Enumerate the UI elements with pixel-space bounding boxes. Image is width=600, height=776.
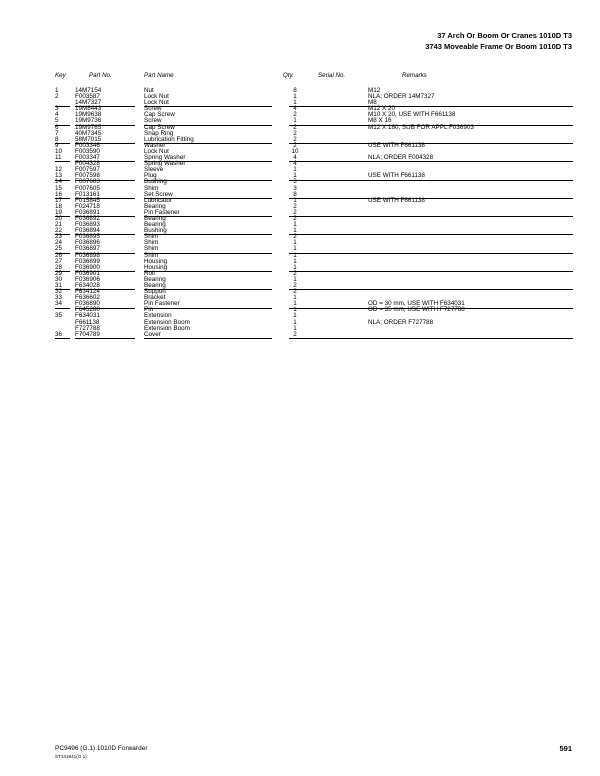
row-divider [368,125,573,126]
row-divider [55,338,70,339]
cell-qty: 2 [293,330,297,338]
row-divider [55,271,70,272]
cell-part-no: F036898 [75,251,100,259]
cell-part-name: Housing [144,257,168,265]
row-divider [75,143,135,144]
cell-part-name: Bushing [144,178,167,186]
cell-qty: 1 [293,239,297,247]
cell-qty: 1 [293,227,297,235]
cell-key: 24 [55,239,63,247]
cell-qty: 2 [293,208,297,216]
cell-key: 32 [55,288,63,296]
row-divider [368,106,573,107]
cell-qty: 2 [293,214,297,222]
cell-qty: 1 [293,306,297,314]
row-divider [144,253,272,254]
cell-qty: 1 [293,312,297,320]
cell-key: 27 [55,257,63,265]
cell-remarks: M12 X 180, SUB FOR APPL F036903 [368,123,474,131]
row-divider [75,308,135,309]
cell-part-name: Bearing [144,221,166,229]
row-divider [144,198,272,199]
cell-part-name: Cap Screw [144,123,175,131]
cell-part-name: Housing [144,263,168,271]
row-divider [75,289,135,290]
row-divider [75,338,135,339]
cell-part-name: Extension [144,312,172,320]
cell-part-name: Bushing [144,227,167,235]
cell-part-name: Bearing [144,282,166,289]
cell-part-name: Lubrication Fitting [144,135,194,143]
cell-key: 9 [55,141,59,149]
cell-part-name: Lock Nut [144,147,169,155]
col-header-part-no: Part No. [89,72,112,79]
row-divider [75,234,135,235]
cell-part-name: Plug [144,172,157,180]
row-divider [144,234,272,235]
cell-remarks: M10 X 20, USE WITH F661138 [368,111,456,119]
cell-key: 11 [55,154,62,162]
cell-part-no: F003347 [75,154,100,162]
cell-part-no: 19M9765 [75,123,102,131]
cell-key: 3 [55,105,59,113]
cell-part-name: Nut [144,87,154,94]
row-divider [55,253,70,254]
cell-qty: 1 [293,117,297,125]
cell-part-no: 19M9638 [75,111,102,119]
cell-part-name: Support [144,288,167,296]
row-divider [368,180,573,181]
cell-remarks: NLA; ORDER F004328 [368,154,434,162]
cell-part-no: 40M7345 [75,129,102,137]
cell-key: 30 [55,275,63,283]
cell-part-name: Extension Boom [144,324,190,332]
cell-key: 33 [55,294,63,302]
cell-part-no: 19M9736 [75,117,102,125]
cell-part-name: Bearing [144,202,166,210]
row-divider [55,125,70,126]
cell-part-name: Shim [144,245,159,253]
cell-part-no: F024718 [75,202,100,210]
cell-key: 8 [55,135,59,143]
cell-key: 2 [55,93,59,101]
row-divider [55,106,70,107]
col-header-serial-no: Serial No. [318,72,346,79]
cell-key: 16 [55,190,63,198]
row-divider [368,271,573,272]
cell-key: 5 [55,117,59,125]
row-divider [144,289,272,290]
cell-part-name: Roll [144,269,155,277]
cell-qty: 1 [293,99,297,107]
cell-part-no: F634124 [75,288,100,296]
cell-qty: 3 [293,184,297,192]
cell-qty: 1 [293,294,297,302]
row-divider [55,308,70,309]
cell-remarks: M12 [368,87,381,94]
cell-key: 35 [55,312,63,320]
cell-part-no: F634028 [75,282,100,289]
cell-qty: 4 [293,160,297,168]
cell-qty: 8 [293,87,297,94]
cell-key: 19 [55,208,63,216]
col-header-part-name: Part Name [144,72,174,79]
row-divider [368,161,573,162]
cell-part-no: 19M8443 [75,105,102,113]
cell-part-no: F036901 [75,269,100,277]
cell-qty: 3 [293,178,297,186]
cell-key: 17 [55,196,63,204]
cell-key: 14 [55,178,63,186]
cell-part-no: F003590 [75,147,100,155]
cell-qty: 1 [293,245,297,253]
cell-remarks: USE WITH F661138 [368,141,425,149]
cell-part-name: Bracket [144,294,166,302]
row-divider [75,106,135,107]
cell-part-name: Cap Screw [144,111,175,119]
row-divider [75,253,135,254]
cell-key: 18 [55,202,63,210]
col-header-remarks: Remarks [402,72,427,79]
row-divider [144,338,272,339]
cell-key: 7 [55,129,59,137]
row-divider [75,180,135,181]
cell-part-no: F004328 [75,160,100,168]
cell-qty: 1 [293,196,297,204]
row-divider [144,106,272,107]
cell-part-name: Cover [144,330,161,338]
cell-qty: 1 [293,257,297,265]
cell-part-name: Washer [144,141,166,149]
cell-part-name: Lubricator [144,196,173,204]
cell-qty: 1 [293,275,297,283]
cell-qty: 2 [293,141,297,149]
cell-key: 1 [55,87,59,94]
cell-qty: 1 [293,221,297,229]
row-divider [144,271,272,272]
cell-part-no: F636602 [75,294,100,302]
row-divider [75,198,135,199]
cell-part-no: 58M7015 [75,135,102,143]
cell-remarks: OD = 35 mm, USE WITH F727788 [368,306,465,314]
cell-key: 28 [55,263,63,271]
cell-part-name: Pin Fastener [144,300,180,308]
cell-qty: 2 [293,202,297,210]
cell-qty: 2 [293,233,297,241]
cell-qty: 2 [293,123,297,131]
row-divider [368,338,573,339]
cell-part-no: F003346 [75,141,100,149]
cell-key: 22 [55,227,63,235]
cell-remarks: USE WITH F661138 [368,196,425,204]
row-divider [368,234,573,235]
row-divider [55,234,70,235]
row-divider [368,253,573,254]
cell-qty: 1 [293,166,297,174]
row-divider [55,216,70,217]
cell-part-name: Pin [144,306,154,314]
cell-part-name: Bearing [144,275,166,283]
cell-qty: 2 [293,269,297,277]
row-divider [368,308,573,309]
cell-part-name: Screw [144,117,162,125]
cell-key: 25 [55,245,63,253]
cell-part-name: Set Screw [144,190,173,198]
cell-part-no: F036906 [75,275,100,283]
row-divider [144,161,272,162]
row-divider [368,143,573,144]
cell-remarks: USE WITH F661138 [368,172,425,180]
subsection-title: 3743 Moveable Frame Or Boom 1010D T3 [425,42,572,51]
row-divider [368,216,573,217]
cell-part-name: Screw [144,105,162,113]
row-divider [55,143,70,144]
row-divider [144,143,272,144]
cell-part-no: F704789 [75,330,100,338]
row-divider [144,308,272,309]
cell-part-no: F036892 [75,214,100,222]
cell-key: 12 [55,166,63,174]
cell-part-no: F015845 [75,196,100,204]
cell-part-name: Snap Ring [144,129,174,137]
cell-key: 34 [55,300,63,308]
cell-qty: 4 [293,105,297,113]
cell-part-no: F007603 [75,178,100,186]
cell-remarks: M8 X 16 [368,117,392,125]
cell-key: 23 [55,233,63,241]
cell-key: 21 [55,221,63,229]
cell-part-no: F727788 [75,324,100,332]
col-header-qty: Qty. [283,72,294,79]
cell-part-no: F036893 [75,221,100,229]
cell-part-no: F036899 [75,257,100,265]
cell-part-no: 14M7154 [75,87,102,94]
row-divider [75,216,135,217]
cell-part-no: F645280 [75,306,100,314]
cell-part-no: F013161 [75,190,100,198]
cell-remarks: NLA; ORDER 14M7327 [368,93,435,101]
cell-part-no: 14M7327 [75,99,102,107]
cell-qty: 1 [293,318,297,326]
cell-part-name: Lock Nut [144,99,169,107]
cell-qty: 2 [293,135,297,143]
cell-qty: 4 [293,154,297,162]
cell-key: 10 [55,147,63,155]
cell-part-name: Bearing [144,214,166,222]
cell-part-no: F003587 [75,93,100,101]
cell-part-name: Sleeve [144,166,164,174]
cell-part-no: F036897 [75,245,100,253]
cell-part-name: Spring Washer [144,160,186,168]
cell-remarks: OD = 30 mm, USE WITH F634031 [368,300,465,308]
cell-key: 36 [55,330,63,338]
cell-key: 20 [55,214,63,222]
cell-part-name: Shim [144,251,159,259]
cell-part-name: Spring Washer [144,154,186,162]
row-divider [368,198,573,199]
page-number: 591 [559,744,572,753]
col-header-key: Key [55,72,66,79]
row-divider [144,180,272,181]
cell-part-name: Shim [144,239,159,247]
cell-qty: 1 [293,263,297,271]
cell-part-name: Shim [144,184,159,192]
cell-key: 6 [55,123,59,131]
row-divider [75,125,135,126]
cell-part-no: F007598 [75,172,100,180]
cell-qty: 1 [293,172,297,180]
cell-key: 29 [55,269,63,277]
cell-qty: 8 [293,190,297,198]
cell-key: 26 [55,251,63,259]
cell-qty: 2 [293,282,297,289]
section-title: 37 Arch Or Boom Or Cranes 1010D T3 [437,31,572,40]
cell-part-no: F036900 [75,263,100,271]
cell-key: 4 [55,111,59,119]
cell-qty: 1 [293,251,297,259]
cell-part-name: Shim [144,233,159,241]
row-divider [55,161,70,162]
cell-part-no: F007597 [75,166,100,174]
cell-remarks: M12 X 20 [368,105,395,113]
cell-qty: 1 [293,324,297,332]
parts-table [55,88,573,338]
cell-part-no: F036890 [75,300,100,308]
row-divider [144,216,272,217]
cell-qty: 2 [293,288,297,296]
cell-part-no: F036895 [75,233,100,241]
row-divider [75,161,135,162]
cell-qty: 1 [293,300,297,308]
cell-key: 13 [55,172,63,180]
cell-part-no: F661138 [75,318,100,326]
table-row [55,332,573,338]
cell-part-name: Lock Nut [144,93,169,101]
cell-part-no: F634031 [75,312,100,320]
cell-part-no: F036896 [75,239,100,247]
cell-qty: 2 [293,129,297,137]
cell-part-name: Extension Boom [144,318,190,326]
cell-remarks: M8 [368,99,377,107]
footer-catalog: PC9496 (G.1) 1010D Forwarder [55,745,148,752]
cell-qty: 1 [293,93,297,101]
cell-part-no: F007605 [75,184,100,192]
row-divider [55,198,70,199]
cell-key: 15 [55,184,63,192]
cell-part-name: Pin Fastener [144,208,180,216]
footer-code: ST141841(O.1) [55,754,87,759]
row-divider [55,289,70,290]
cell-key: 31 [55,282,63,289]
cell-remarks: NLA; ORDER F727788 [368,318,434,326]
cell-part-no: F036894 [75,227,100,235]
row-divider [368,289,573,290]
cell-qty: 10 [291,147,299,155]
row-divider [75,271,135,272]
row-divider [144,125,272,126]
row-divider [55,180,70,181]
cell-qty: 2 [293,111,297,119]
cell-part-no: F036891 [75,208,100,216]
